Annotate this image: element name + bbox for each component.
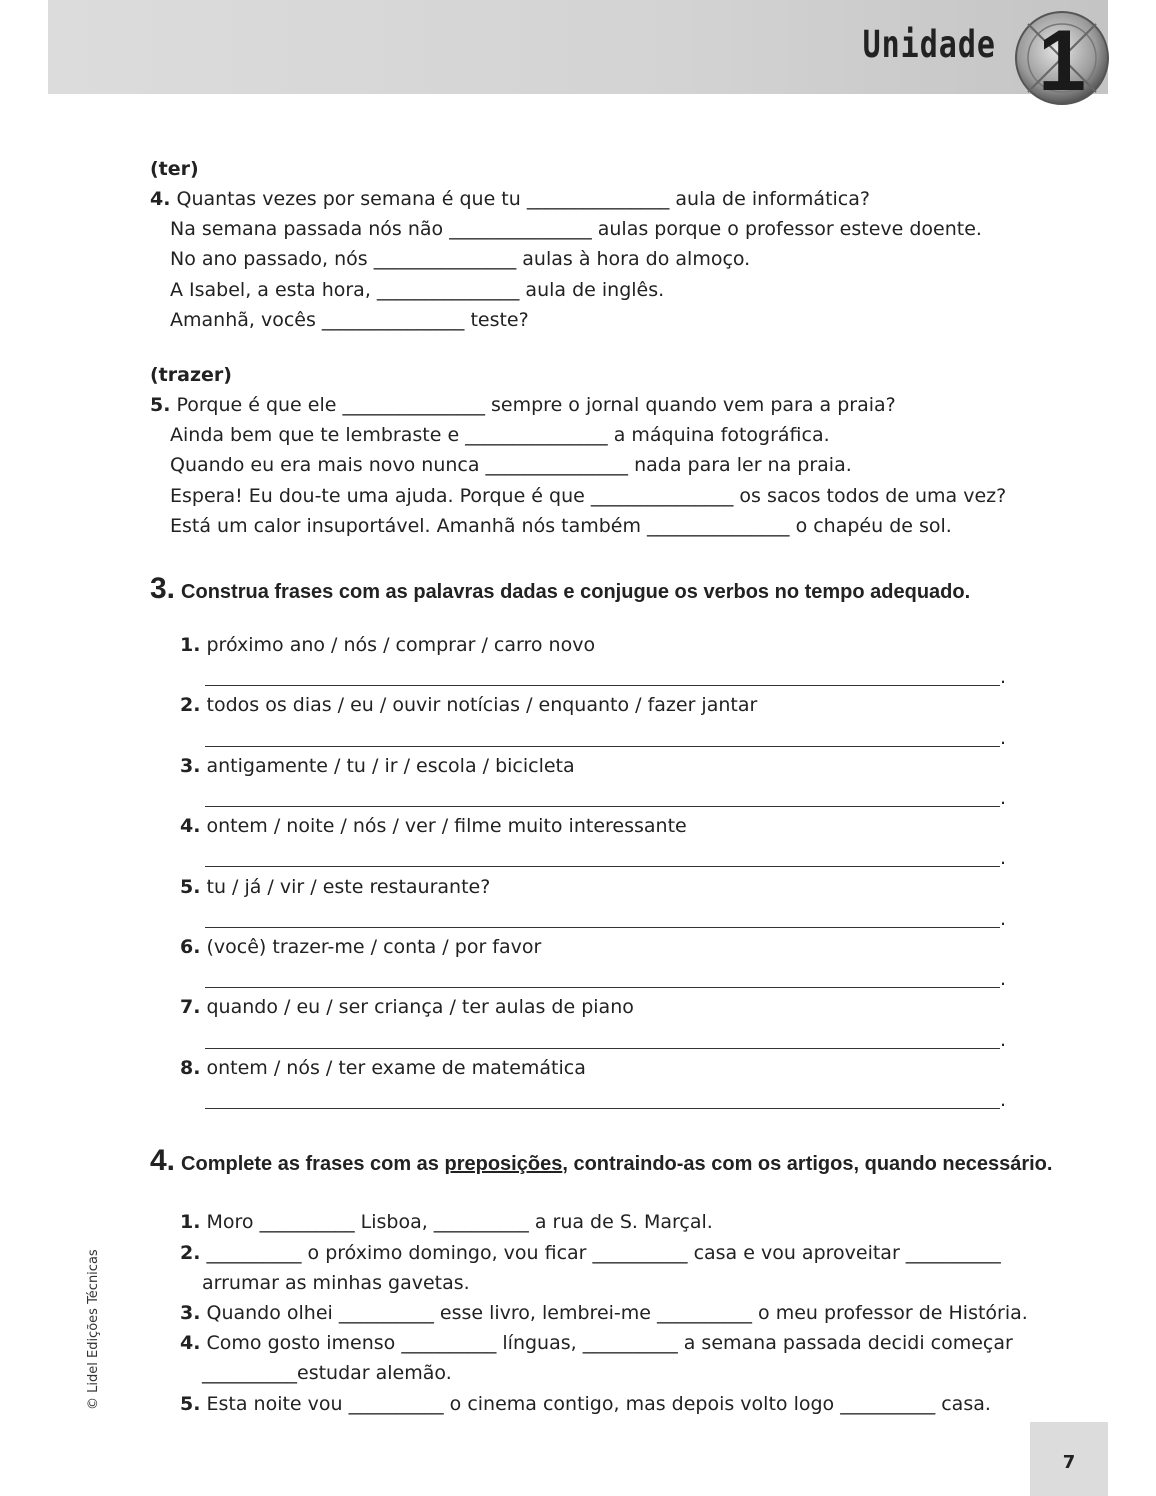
item-prompt: próximo ano / nós / comprar / carro novo bbox=[206, 634, 596, 656]
exercise-4-title bbox=[150, 1144, 1052, 1178]
answer-line-period: . bbox=[1000, 908, 1007, 930]
sentence-text: Moro __________ Lisboa, __________ a rua de S. Marçal. bbox=[206, 1211, 713, 1233]
item-prompt: quando / eu / ser criança / ter aulas de piano bbox=[206, 996, 634, 1018]
item-prompt: todos os dias / eu / ouvir notícias / enquanto / fazer jantar bbox=[206, 694, 758, 716]
exercise-3-item bbox=[180, 694, 757, 716]
exercise-3-title bbox=[150, 572, 970, 606]
item-prompt: tu / já / vir / este restaurante? bbox=[206, 876, 491, 898]
exercise-4-item bbox=[180, 1302, 1028, 1324]
sentence-text: Quantas vezes por semana é que tu _______________ aula de informática? bbox=[176, 188, 870, 210]
item-number: 4. bbox=[180, 1332, 201, 1354]
sentence-text: Está um calor insuportável. Amanhã nós também _______________ o chapéu de sol. bbox=[170, 515, 952, 537]
item-number: 4. bbox=[150, 188, 171, 210]
verb-ter-label: (ter) bbox=[150, 158, 199, 180]
item-number: 2. bbox=[180, 1242, 201, 1264]
exercise-3-item bbox=[180, 815, 687, 837]
exercise-item-line bbox=[150, 188, 870, 210]
exercise-3-item bbox=[180, 996, 634, 1018]
verb-trazer-label: (trazer) bbox=[150, 364, 232, 386]
page-number-box bbox=[1030, 1422, 1108, 1496]
answer-line[interactable] bbox=[205, 685, 1000, 686]
sentence-text: Espera! Eu dou-te uma ajuda. Porque é que _______________ os sacos todos de uma vez? bbox=[170, 485, 1007, 507]
item-number: 5. bbox=[180, 1393, 201, 1415]
sentence-text: Quando olhei __________ esse livro, lembrei-me __________ o meu professor de História. bbox=[206, 1302, 1028, 1324]
copyright-notice: © Lidel Edições Técnicas bbox=[86, 1249, 101, 1410]
item-number: 5. bbox=[180, 876, 201, 898]
answer-line[interactable] bbox=[205, 987, 1000, 988]
answer-line[interactable] bbox=[205, 1108, 1000, 1109]
section-number: 3. bbox=[150, 572, 176, 605]
item-number: 6. bbox=[180, 936, 201, 958]
exercise-3-item bbox=[180, 876, 490, 898]
section-instruction: , contraindo-as com os artigos, quando necessário. bbox=[562, 1153, 1053, 1175]
answer-line[interactable] bbox=[205, 866, 1000, 867]
unit-number-badge bbox=[1014, 0, 1110, 118]
item-prompt: ontem / noite / nós / ver / filme muito interessante bbox=[206, 815, 687, 837]
item-number: 7. bbox=[180, 996, 201, 1018]
exercise-3-item bbox=[180, 755, 575, 777]
answer-line-period: . bbox=[1000, 1029, 1007, 1051]
sentence-text: __________estudar alemão. bbox=[202, 1362, 452, 1384]
answer-line-period: . bbox=[1000, 1089, 1007, 1111]
exercise-3-item bbox=[180, 634, 595, 656]
page-number: 7 bbox=[1062, 1452, 1076, 1473]
section-number: 4. bbox=[150, 1144, 176, 1177]
sentence-text: No ano passado, nós _______________ aulas à hora do almoço. bbox=[170, 248, 751, 270]
exercise-4-item bbox=[180, 1242, 1001, 1264]
sentence-text: __________ o próximo domingo, vou ficar __________ casa e vou aproveitar __________ bbox=[206, 1242, 1001, 1264]
item-number: 1. bbox=[180, 1211, 201, 1233]
sentence-text: Esta noite vou __________ o cinema contigo, mas depois volto logo __________ casa. bbox=[206, 1393, 991, 1415]
item-number: 3. bbox=[180, 1302, 201, 1324]
exercise-4-item bbox=[180, 1393, 991, 1415]
answer-line[interactable] bbox=[205, 927, 1000, 928]
item-number: 4. bbox=[180, 815, 201, 837]
answer-line-period: . bbox=[1000, 968, 1007, 990]
item-prompt: antigamente / tu / ir / escola / bicicleta bbox=[206, 755, 575, 777]
item-prompt: ontem / nós / ter exame de matemática bbox=[206, 1057, 586, 1079]
answer-line-period: . bbox=[1000, 847, 1007, 869]
answer-line[interactable] bbox=[205, 806, 1000, 807]
answer-line[interactable] bbox=[205, 1048, 1000, 1049]
section-instruction-underlined: preposições bbox=[444, 1153, 563, 1175]
unit-title: Unidade bbox=[862, 23, 996, 67]
sentence-text: A Isabel, a esta hora, _______________ aula de inglês. bbox=[170, 279, 665, 301]
sentence-text: Como gosto imenso __________ línguas, __________ a semana passada decidi começar bbox=[206, 1332, 1013, 1354]
sentence-text: Ainda bem que te lembraste e _______________ a máquina fotográfica. bbox=[170, 424, 830, 446]
unit-number: 1 bbox=[1038, 13, 1086, 109]
answer-line-period: . bbox=[1000, 727, 1007, 749]
answer-line[interactable] bbox=[205, 746, 1000, 747]
item-number: 2. bbox=[180, 694, 201, 716]
exercise-item-line bbox=[150, 394, 896, 416]
item-number: 8. bbox=[180, 1057, 201, 1079]
section-instruction: Construa frases com as palavras dadas e conjugue os verbos no tempo adequado. bbox=[181, 581, 971, 603]
exercise-4-item bbox=[180, 1332, 1013, 1354]
answer-line-period: . bbox=[1000, 787, 1007, 809]
item-number: 1. bbox=[180, 634, 201, 656]
exercise-4-item bbox=[180, 1211, 713, 1233]
sentence-text: Amanhã, vocês _______________ teste? bbox=[170, 309, 529, 331]
item-number: 3. bbox=[180, 755, 201, 777]
exercise-3-item bbox=[180, 936, 541, 958]
sentence-text: Quando eu era mais novo nunca _______________ nada para ler na praia. bbox=[170, 454, 852, 476]
item-number: 5. bbox=[150, 394, 171, 416]
answer-line-period: . bbox=[1000, 666, 1007, 688]
section-instruction: Complete as frases com as bbox=[181, 1153, 445, 1175]
exercise-3-item bbox=[180, 1057, 586, 1079]
item-prompt: (você) trazer-me / conta / por favor bbox=[206, 936, 542, 958]
sentence-text: arrumar as minhas gavetas. bbox=[202, 1272, 470, 1294]
sentence-text: Porque é que ele _______________ sempre o jornal quando vem para a praia? bbox=[176, 394, 896, 416]
sentence-text: Na semana passada nós não _______________ aulas porque o professor esteve doente. bbox=[170, 218, 982, 240]
